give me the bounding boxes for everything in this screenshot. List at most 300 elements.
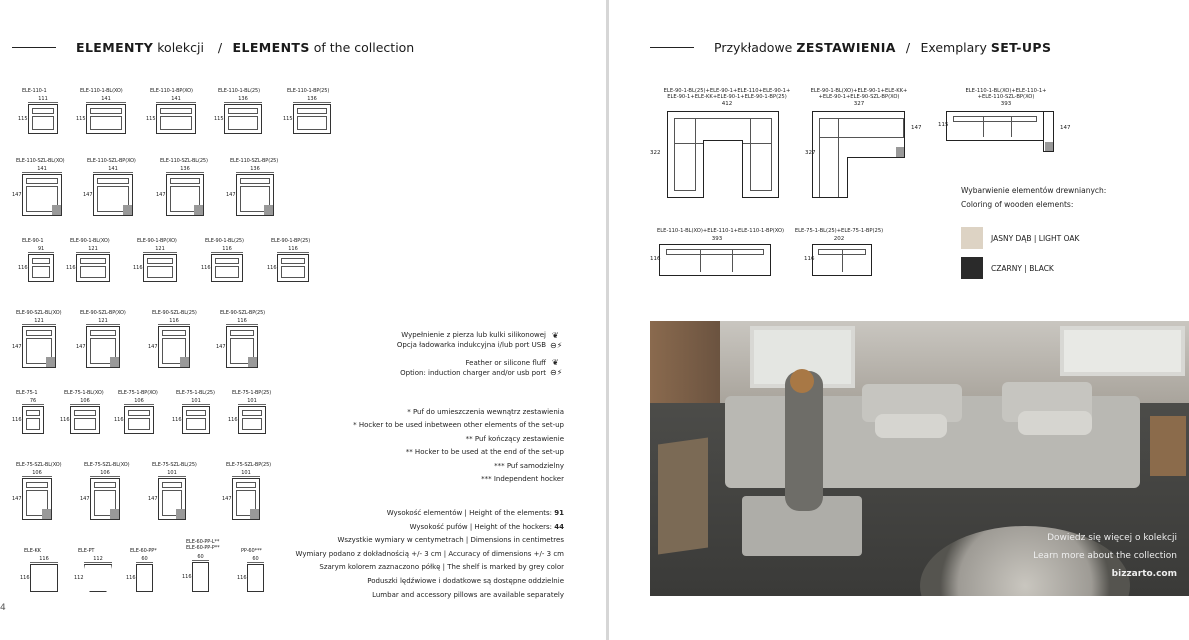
module-seat (236, 490, 256, 516)
setup-code (799, 88, 919, 100)
hocker-shape (136, 564, 153, 592)
learn-more-en: Learn more about the collection (1033, 551, 1177, 561)
setup-code: ELE-75-1-BL(25)+ELE-75-1-BP(25) (794, 228, 884, 234)
shelf-marker (896, 147, 904, 157)
element-width: 141 (37, 166, 47, 172)
setup-height: 116 (650, 256, 661, 262)
dimension-line: Wymiary podano z dokładnością +/- 3 cm | Accuracy of dimensions +/- 3 cm (295, 549, 564, 558)
setup-height: 327 (805, 150, 816, 156)
sofa-module-shape (28, 254, 54, 282)
setup-height: 115 (938, 122, 949, 128)
l-edge (904, 111, 905, 157)
module-backrest (236, 482, 256, 488)
element-width: 121 (155, 246, 165, 252)
dimension-line (247, 562, 264, 563)
setup-code-line: ELE-90-1+ELE-KK+ELE-90-1+ELE-90-1-BP(25) (667, 94, 787, 100)
module-seat (228, 116, 258, 130)
element-code: ELE-KK (24, 548, 41, 554)
left-header (12, 40, 418, 55)
height-hockers-label: Wysokość pufów | Height of the hockers: (409, 522, 553, 531)
element-code: ELE-75-SZL-BL(XO) (84, 462, 130, 468)
element-height: 116 (267, 265, 277, 271)
photo-window (1060, 326, 1185, 376)
sofa-module-shape (76, 254, 110, 282)
element-width: 60 (197, 554, 204, 560)
module-seat (242, 418, 262, 430)
module-seat (94, 490, 116, 516)
module-backrest (26, 410, 40, 416)
dimension-line (22, 324, 56, 325)
u-inner-right (750, 118, 772, 191)
element-height: 147 (12, 344, 22, 350)
module-seat (297, 116, 327, 130)
module-backrest (230, 330, 254, 336)
element-width: 116 (288, 246, 298, 252)
header-rule (650, 47, 694, 49)
photo-hair (790, 369, 814, 393)
element-code: ELE-90-SZL-BL(25) (152, 310, 197, 316)
element-height: 147 (226, 192, 236, 198)
dimension-line (238, 404, 266, 405)
fill-note-en: Feather or silicone fluff (465, 359, 546, 367)
u-inner-left (674, 118, 696, 191)
element-height: 116 (126, 575, 136, 581)
element-width: 106 (80, 398, 90, 404)
setup-width: 202 (833, 236, 845, 242)
sofa-module-shape (156, 104, 196, 134)
header-rest-en: of the collection (313, 40, 415, 55)
element-width: 60 (141, 556, 148, 562)
element-code: ELE-90-SZL-BP(XO) (80, 310, 126, 316)
dimension-line (22, 172, 62, 173)
swatch-label: CZARNY | BLACK (991, 264, 1054, 273)
module-backrest (128, 410, 150, 416)
setup-straight-shape (946, 111, 1044, 141)
element-width: 121 (34, 318, 44, 324)
element-code: ELE-110-1-BL(25) (218, 88, 260, 94)
module-backrest (228, 108, 258, 114)
element-code: ELE-110-SZL-BP(25) (230, 158, 279, 164)
option-note-pl: Opcja ładowarka indukcyjna i/lub port USB (396, 341, 546, 349)
element-height: 115 (214, 116, 224, 122)
element-width: 116 (169, 318, 179, 324)
sofa-module-shape (238, 406, 266, 434)
dimension-line (136, 562, 153, 563)
header-bold-pl: ELEMENTY (76, 40, 154, 55)
module-seat (281, 266, 305, 278)
element-code: ELE-110-1-BP(25) (287, 88, 330, 94)
learn-more-pl: Dowiedz się więcej o kolekcji (1047, 533, 1177, 543)
l-edge (847, 157, 905, 158)
element-height: 116 (228, 417, 238, 423)
setup-width: 393 (1000, 101, 1012, 107)
dimension-line (226, 324, 258, 325)
dimension-line (293, 102, 331, 103)
dimension-line (232, 476, 260, 477)
setup-u-shape (667, 111, 779, 198)
element-width: 111 (38, 96, 48, 102)
hocker-shape (192, 562, 209, 592)
module-seat (97, 186, 129, 212)
element-height: 115 (283, 116, 293, 122)
element-height: 116 (201, 265, 211, 271)
dimension-line (156, 102, 196, 103)
element-code: ELE-75-1-BL(25) (176, 390, 215, 396)
setup-code-line: ELE-90-1-BL(25)+ELE-90-1+ELE-110+ELE-90-1+ (663, 88, 791, 94)
lifestyle-photo (650, 321, 1189, 596)
sofa-module-shape (277, 254, 309, 282)
module-seat (160, 116, 192, 130)
setup-straight-3 (659, 244, 771, 276)
element-height: 116 (66, 265, 76, 271)
element-code: ELE-110-SZL-BP(XO) (87, 158, 136, 164)
straight-divider (842, 249, 843, 272)
element-height: 147 (83, 192, 93, 198)
element-code: ELE-PT (78, 548, 95, 554)
hocker-note: *** Independent hocker (481, 475, 564, 484)
header-bold-pl: ZESTAWIENIA (796, 40, 896, 55)
module-backrest (147, 258, 173, 264)
sofa-module-shape (226, 326, 258, 368)
element-code: ELE-90-1 (22, 238, 44, 244)
element-height: 115 (146, 116, 156, 122)
element-height: 116 (133, 265, 143, 271)
element-height: 115 (18, 116, 28, 122)
dimension-line (143, 252, 177, 253)
dimension-line (22, 476, 52, 477)
swatch-light-oak (961, 227, 983, 249)
setup-code-line: +ELE-90-1+ELE-90-SZL-BP(XO) (818, 94, 900, 100)
sofa-module-shape (22, 406, 44, 434)
module-seat (240, 186, 270, 212)
dimension-line: Wszystkie wymiary w centymetrach | Dimensions in centimetres (337, 536, 564, 545)
hocker-note: * Hocker to be used inbetween other elements of the set-up (353, 421, 564, 430)
header-rule (12, 47, 56, 49)
dimension-line (236, 172, 274, 173)
module-backrest (162, 330, 186, 336)
element-height: 116 (12, 417, 22, 423)
element-width: 106 (100, 470, 110, 476)
module-seat (90, 116, 122, 130)
module-seat (170, 186, 200, 212)
sofa-module-shape (232, 478, 260, 520)
element-height: 147 (156, 192, 166, 198)
sofa-module-shape (90, 478, 120, 520)
sofa-module-shape (182, 406, 210, 434)
module-seat (32, 266, 50, 278)
sofa-module-shape (293, 104, 331, 134)
module-seat (147, 266, 173, 278)
module-backrest (162, 482, 182, 488)
swatch-black (961, 257, 983, 279)
right-header (650, 40, 1051, 55)
hocker-notes (353, 406, 564, 486)
element-height: 112 (74, 575, 84, 581)
module-backrest (170, 178, 200, 184)
dimension-line (166, 172, 204, 173)
element-width: 116 (39, 556, 49, 562)
sofa-module-shape (86, 104, 126, 134)
setup-code: ELE-110-1-BL(XO)+ELE-110-1+ELE-110-1-BP(XO) (657, 228, 785, 234)
header-slash: / (217, 40, 223, 55)
setup-code-line: ELE-90-1-BL(XO)+ELE-90-1+ELE-KK+ (810, 88, 908, 94)
sofa-module-shape (158, 326, 190, 368)
element-height: 147 (76, 344, 86, 350)
element-height: 116 (172, 417, 182, 423)
element-width: 136 (250, 166, 260, 172)
module-seat (215, 266, 239, 278)
dimension-line (192, 560, 209, 561)
setup-code (657, 88, 797, 100)
charger-usb-icon: ⊖⚡ (550, 341, 563, 350)
dimension-line: Lumbar and accessory pillows are available separately (372, 590, 564, 599)
module-backrest (215, 258, 239, 264)
height-elements-value: 91 (554, 509, 564, 517)
sofa-module-shape (124, 406, 154, 434)
module-seat (74, 418, 96, 430)
dimension-line (76, 252, 110, 253)
hocker-shape (247, 564, 264, 592)
element-height: 147 (222, 496, 232, 502)
dimension-line (22, 404, 44, 405)
fill-notes (397, 330, 546, 350)
straight-divider (983, 116, 984, 137)
hocker-note: ** Puf kończący zestawienie (465, 434, 564, 443)
dimension-line (84, 562, 112, 563)
module-backrest (80, 258, 106, 264)
element-code: ELE-75-1-BP(25) (232, 390, 272, 396)
element-width: 136 (238, 96, 248, 102)
element-height: 116 (20, 575, 30, 581)
element-width: 112 (93, 556, 103, 562)
element-width: 141 (101, 96, 111, 102)
dimension-line (224, 102, 262, 103)
sofa-module-shape (158, 478, 186, 520)
module-seat (230, 338, 254, 364)
element-width: 106 (134, 398, 144, 404)
dimension-line (86, 324, 120, 325)
module-seat (162, 338, 186, 364)
setup-l-shape (812, 111, 904, 198)
setup-code-line: +ELE-110-SZL-BP(XO) (977, 94, 1035, 100)
element-height: 116 (182, 574, 192, 580)
dimension-line (90, 476, 120, 477)
straight-divider (732, 249, 733, 272)
module-backrest (26, 330, 52, 336)
shelf-marker (1045, 142, 1053, 151)
module-backrest (32, 258, 50, 264)
height-hockers-value: 44 (554, 522, 564, 531)
element-code: ELE-75-1 (16, 390, 38, 396)
setup-straight-2 (812, 244, 872, 276)
module-backrest (90, 108, 122, 114)
height-elements-note (296, 507, 564, 521)
module-backrest (26, 178, 58, 184)
setup-height-side: 147 (1060, 125, 1071, 131)
element-code: ELE-75-SZL-BL(25) (152, 462, 197, 468)
element-height: 147 (12, 496, 22, 502)
header-rest-en: Exemplary (920, 40, 987, 55)
dimension-line (277, 252, 309, 253)
element-code: ELE-110-SZL-BL(25) (160, 158, 208, 164)
height-hockers-note (296, 521, 564, 535)
module-seat (80, 266, 106, 278)
feather-icon: ❦ (552, 331, 559, 340)
dimension-line (182, 404, 210, 405)
l-edge (847, 157, 848, 198)
element-code: ELE-110-1 (22, 88, 47, 94)
element-width: 101 (191, 398, 201, 404)
sofa-module-shape (70, 406, 100, 434)
element-width: 101 (241, 470, 251, 476)
module-backrest (297, 108, 327, 114)
sofa-module-shape (236, 174, 274, 216)
element-width: 91 (37, 246, 45, 252)
module-seat (90, 338, 116, 364)
setup-height: 322 (650, 150, 661, 156)
dimension-line (211, 252, 243, 253)
element-height: 116 (114, 417, 124, 423)
setup-height-side: 147 (911, 125, 922, 131)
sofa-module-shape (86, 326, 120, 368)
sofa-module-shape (143, 254, 177, 282)
element-code: ELE-90-1-BL(XO) (70, 238, 110, 244)
element-code: ELE-75-SZL-BL(XO) (16, 462, 62, 468)
right-page (609, 0, 1189, 640)
module-seat (162, 490, 182, 516)
photo-side-table (1150, 416, 1186, 476)
sofa-module-shape (22, 174, 62, 216)
photo-pillow (1018, 411, 1092, 435)
sofa-module-shape (211, 254, 243, 282)
element-height: 115 (76, 116, 86, 122)
website-link[interactable]: bizzarto.com (1111, 569, 1177, 579)
element-code: ELE-90-1-BP(25) (271, 238, 311, 244)
sofa-module-shape (93, 174, 133, 216)
header-bold-en: ELEMENTS (232, 40, 310, 55)
hocker-note: *** Puf samodzielny (494, 461, 564, 470)
swatch-label: JASNY DĄB | LIGHT OAK (991, 234, 1080, 243)
element-height: 147 (80, 496, 90, 502)
dimension-line (28, 252, 54, 253)
element-code: ELE-75-SZL-BP(25) (226, 462, 272, 468)
element-code: ELE-90-1-BP(XO) (137, 238, 177, 244)
setup-width: 393 (711, 236, 723, 242)
setup-height: 116 (804, 256, 815, 262)
element-width: 106 (32, 470, 42, 476)
l-edge (812, 197, 848, 198)
photo-wood-table (658, 437, 708, 554)
element-width: 136 (307, 96, 317, 102)
module-backrest (160, 108, 192, 114)
module-seat (26, 418, 40, 430)
dimension-notes (296, 507, 564, 602)
module-backrest (97, 178, 129, 184)
option-note-en: Option: induction charger and/or usb port (400, 369, 546, 377)
element-width: 116 (237, 318, 247, 324)
element-code: ELE-110-SZL-BL(XO) (16, 158, 65, 164)
element-width: 141 (108, 166, 118, 172)
sofa-module-shape (224, 104, 262, 134)
element-width: 101 (247, 398, 257, 404)
feather-icon-en: ❦ (552, 358, 559, 367)
hocker-note: ** Hocker to be used at the end of the set-up (405, 448, 564, 457)
element-width: 101 (167, 470, 177, 476)
element-width: 116 (222, 246, 232, 252)
hocker-shape (84, 564, 112, 592)
element-width: 121 (88, 246, 98, 252)
dimension-line (124, 404, 154, 405)
dimension-line (30, 562, 58, 563)
header-rest-pl: Przykładowe (714, 40, 793, 55)
element-width: 60 (252, 556, 259, 562)
element-height: 147 (216, 344, 226, 350)
setup-code (931, 88, 1081, 100)
element-height: 147 (148, 496, 158, 502)
module-backrest (242, 410, 262, 416)
element-code: ELE-60-PP-L** ELE-60-PP-P** (186, 539, 220, 551)
dimension-line (70, 404, 100, 405)
module-seat (128, 418, 150, 430)
module-seat (26, 490, 48, 516)
module-backrest (94, 482, 116, 488)
element-width: 76 (29, 398, 37, 404)
wood-title-en: Coloring of wooden elements: (961, 200, 1074, 209)
height-elements-label: Wysokość elementów | Height of the elements: (386, 509, 553, 517)
module-backrest (186, 410, 206, 416)
dimension-line (86, 102, 126, 103)
module-seat (26, 186, 58, 212)
module-backrest (281, 258, 305, 264)
module-seat (26, 338, 52, 364)
element-code: ELE-90-1-BL(25) (205, 238, 244, 244)
straight-back (666, 249, 764, 255)
element-code: ELE-90-SZL-BL(XO) (16, 310, 62, 316)
module-backrest (74, 410, 96, 416)
element-width: 136 (180, 166, 190, 172)
element-code: ELE-110-1-BL(XO) (80, 88, 123, 94)
sofa-module-shape (166, 174, 204, 216)
fill-notes-en (400, 358, 546, 378)
module-backrest (26, 482, 48, 488)
dimension-line (93, 172, 133, 173)
element-code: ELE-75-1-BP(XO) (118, 390, 158, 396)
charger-usb-icon-en: ⊖⚡ (550, 368, 563, 377)
photo-pillow (875, 414, 947, 438)
u-gap (703, 140, 743, 198)
element-height: 116 (18, 265, 28, 271)
wood-title-pl: Wybarwienie elementów drewnianych: (961, 186, 1107, 195)
setup-width: 327 (853, 101, 865, 107)
header-slash: / (905, 40, 911, 55)
dimension-line (158, 476, 186, 477)
element-width: 121 (98, 318, 108, 324)
setup-code-line: ELE-110-1-BL(XO)+ELE-110-1+ (965, 88, 1047, 94)
module-backrest (240, 178, 270, 184)
module-backrest (90, 330, 116, 336)
element-code: ELE-110-1-BP(XO) (150, 88, 193, 94)
setup-width: 412 (721, 101, 733, 107)
header-rest-pl: kolekcji (157, 40, 204, 55)
module-backrest (32, 108, 54, 114)
element-height: 116 (237, 575, 247, 581)
hocker-note: * Puf do umieszczenia wewnątrz zestawienia (407, 408, 564, 416)
module-seat (32, 116, 54, 130)
element-width: 141 (171, 96, 181, 102)
element-height: 147 (12, 192, 22, 198)
page-number: 4 (0, 603, 6, 613)
l-inner-left (819, 118, 839, 198)
